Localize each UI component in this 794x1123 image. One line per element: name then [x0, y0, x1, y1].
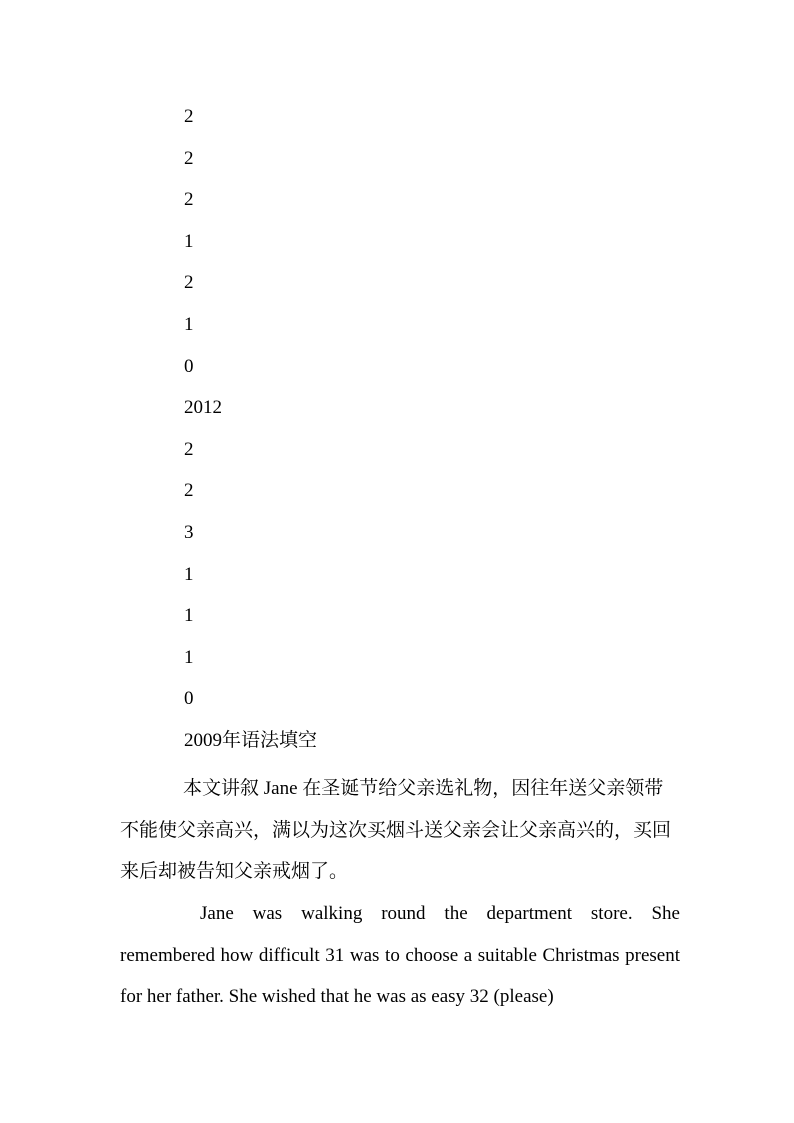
list-item: 1 [184, 646, 194, 668]
list-item: 2 [184, 480, 194, 502]
list-item: 1 [184, 563, 194, 585]
section-heading: 2009年语法填空 [184, 729, 318, 751]
chinese-summary-paragraph: 本文讲叙 Jane 在圣诞节给父亲选礼物，因往年送父亲领带不能使父亲高兴，满以为这次买烟斗送父亲会让父亲高兴的，买回来后却被告知父亲戒烟了。 [120, 778, 672, 882]
list-item: 2 [184, 106, 194, 127]
list-item: 2012 [184, 397, 222, 419]
answer-number-list [184, 104, 317, 770]
list-item: 2 [184, 147, 194, 169]
list-item: 1 [184, 313, 194, 335]
list-item: 1 [184, 230, 194, 252]
list-item: 1 [184, 605, 194, 627]
english-passage-paragraph: Jane was walking round the department store. She remembered how difficult 31 was to choose a suitable Christmas present for her father. She wished that he was as easy 32 (please) [120, 903, 680, 1007]
list-item: 3 [184, 521, 194, 543]
list-item: 0 [184, 688, 194, 710]
list-item: 2 [184, 272, 194, 294]
list-item: 2 [184, 189, 194, 211]
list-item: 0 [184, 355, 194, 377]
list-item: 2 [184, 438, 194, 460]
